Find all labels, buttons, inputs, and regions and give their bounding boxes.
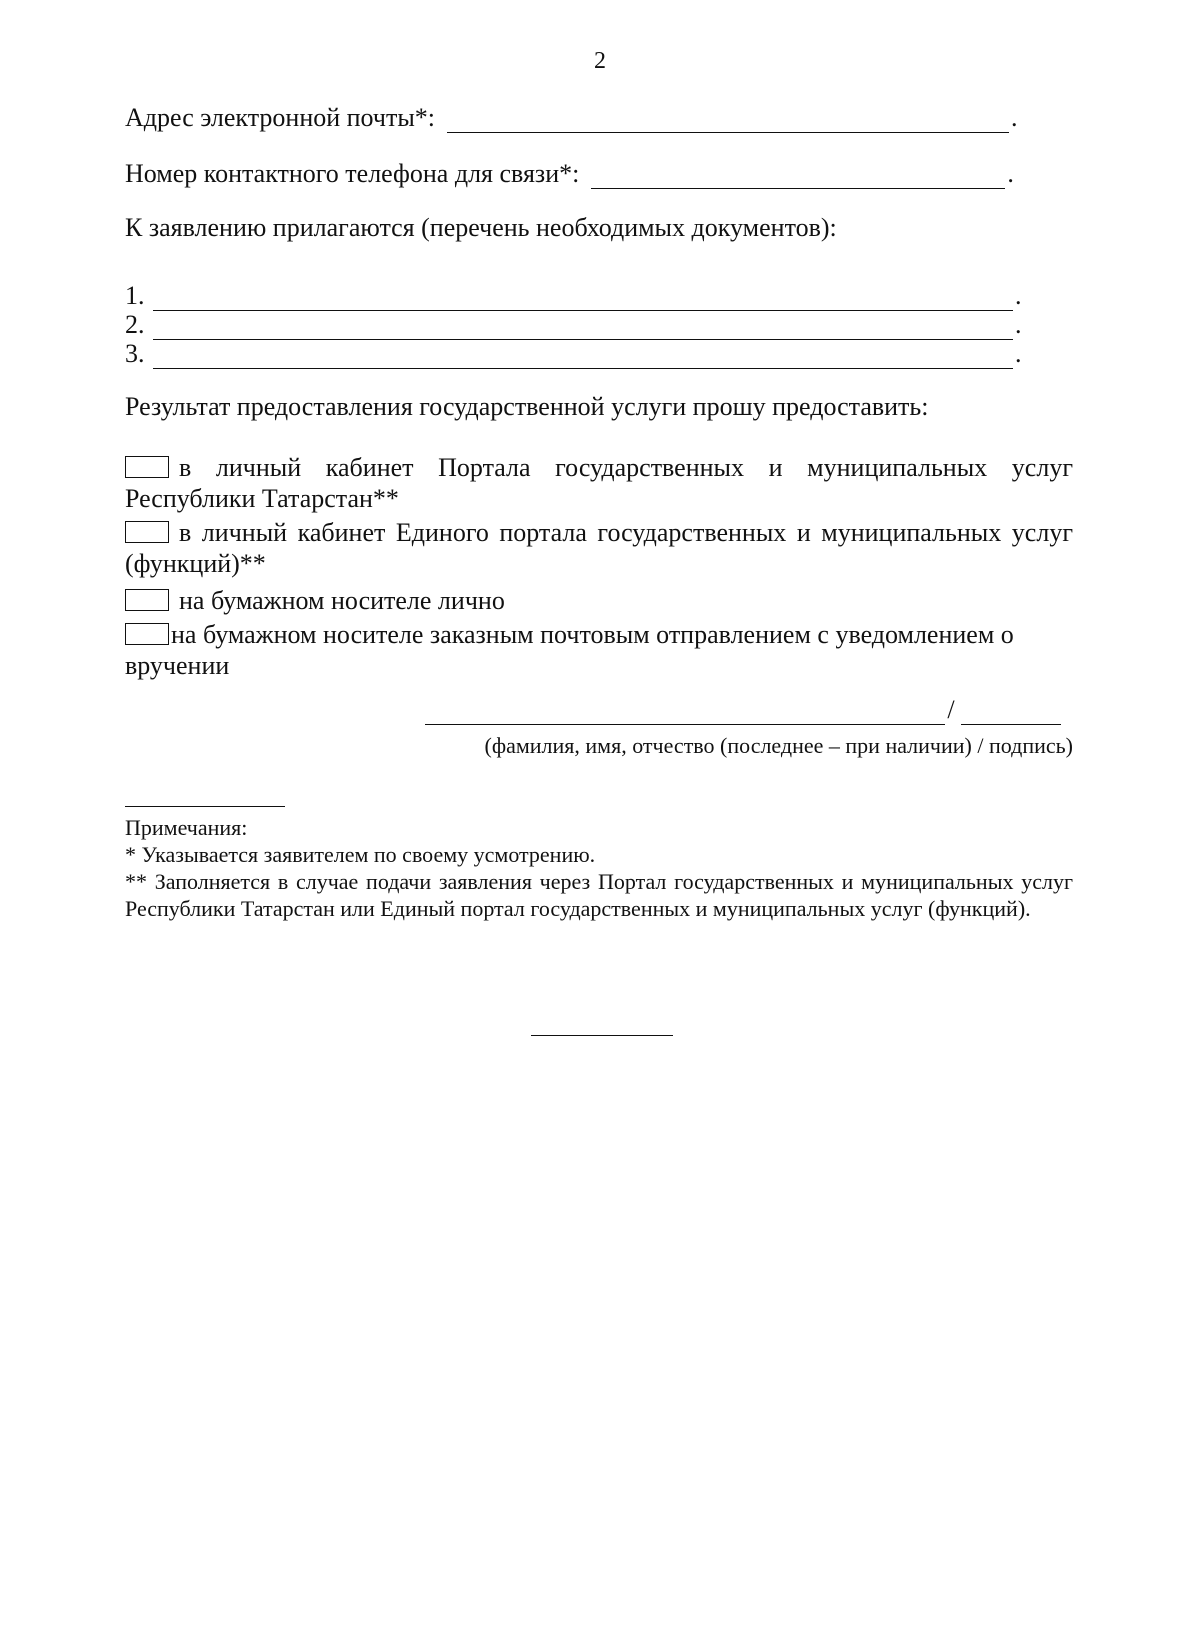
phone-row (125, 159, 1014, 189)
notes-section (125, 814, 1073, 922)
phone-label: Номер контактного телефона для связи*: (125, 159, 580, 188)
signature-lines (425, 695, 1073, 725)
note-line: ** Заполняется в случае подачи заявления через Портал государственных и муниципальных услуг Республики Татарстан или Единый портал государственных и муниципальных услуг (функций). (125, 869, 1073, 921)
list-item (125, 340, 1022, 369)
option-regional-portal-label: в личный кабинет Портала государственных и муниципальных услуг Республики Татарстан** (125, 453, 1073, 513)
option-federal-portal (125, 517, 1073, 579)
attachments-heading: К заявлению прилагаются (перечень необходимых документов): (125, 213, 837, 242)
list-item (125, 311, 1022, 340)
attachment-field-3[interactable] (153, 348, 1013, 369)
list-item-number: 1. (125, 281, 145, 310)
end-divider (531, 1035, 673, 1036)
note-line: * Указывается заявителем по своему усмотрению. (125, 842, 596, 867)
option-regional-portal (125, 452, 1073, 514)
signature-field[interactable] (961, 698, 1061, 725)
checkbox-paper-in-person[interactable] (125, 589, 169, 611)
full-name-field[interactable] (425, 698, 945, 725)
list-item (125, 282, 1022, 311)
email-trailing-dot: . (1011, 103, 1018, 132)
phone-field[interactable] (591, 164, 1005, 189)
attachment-field-2[interactable] (153, 319, 1013, 340)
option-paper-by-mail-label: на бумажном носителе заказным почтовым отправлением с уведомлением о вручении (125, 620, 1014, 680)
signature-block (425, 695, 1073, 759)
notes-heading: Примечания: (125, 815, 248, 840)
footnote-divider (125, 806, 285, 807)
list-item-dot: . (1015, 339, 1022, 368)
attachments-list (125, 282, 1022, 369)
option-paper-by-mail (125, 619, 1073, 681)
list-item-number: 2. (125, 310, 145, 339)
result-heading: Результат предоставления государственной услуги прошу предоставить: (125, 392, 929, 421)
checkbox-federal-portal[interactable] (125, 521, 169, 543)
list-item-number: 3. (125, 339, 145, 368)
option-federal-portal-label: в личный кабинет Единого портала государственных и муниципальных услуг (функций)** (125, 518, 1073, 578)
email-row (125, 103, 1018, 133)
page-number: 2 (594, 48, 606, 74)
checkbox-regional-portal[interactable] (125, 456, 169, 478)
option-paper-in-person-label: на бумажном носителе лично (179, 586, 505, 615)
email-field[interactable] (447, 108, 1009, 133)
email-label: Адрес электронной почты*: (125, 103, 436, 132)
attachment-field-1[interactable] (153, 290, 1013, 311)
signature-separator: / (947, 695, 955, 724)
phone-trailing-dot: . (1007, 159, 1014, 188)
option-paper-in-person (125, 585, 1073, 616)
list-item-dot: . (1015, 281, 1022, 310)
signature-caption: (фамилия, имя, отчество (последнее – при наличии) / подпись) (484, 733, 1073, 758)
checkbox-paper-by-mail[interactable] (125, 623, 169, 645)
list-item-dot: . (1015, 310, 1022, 339)
